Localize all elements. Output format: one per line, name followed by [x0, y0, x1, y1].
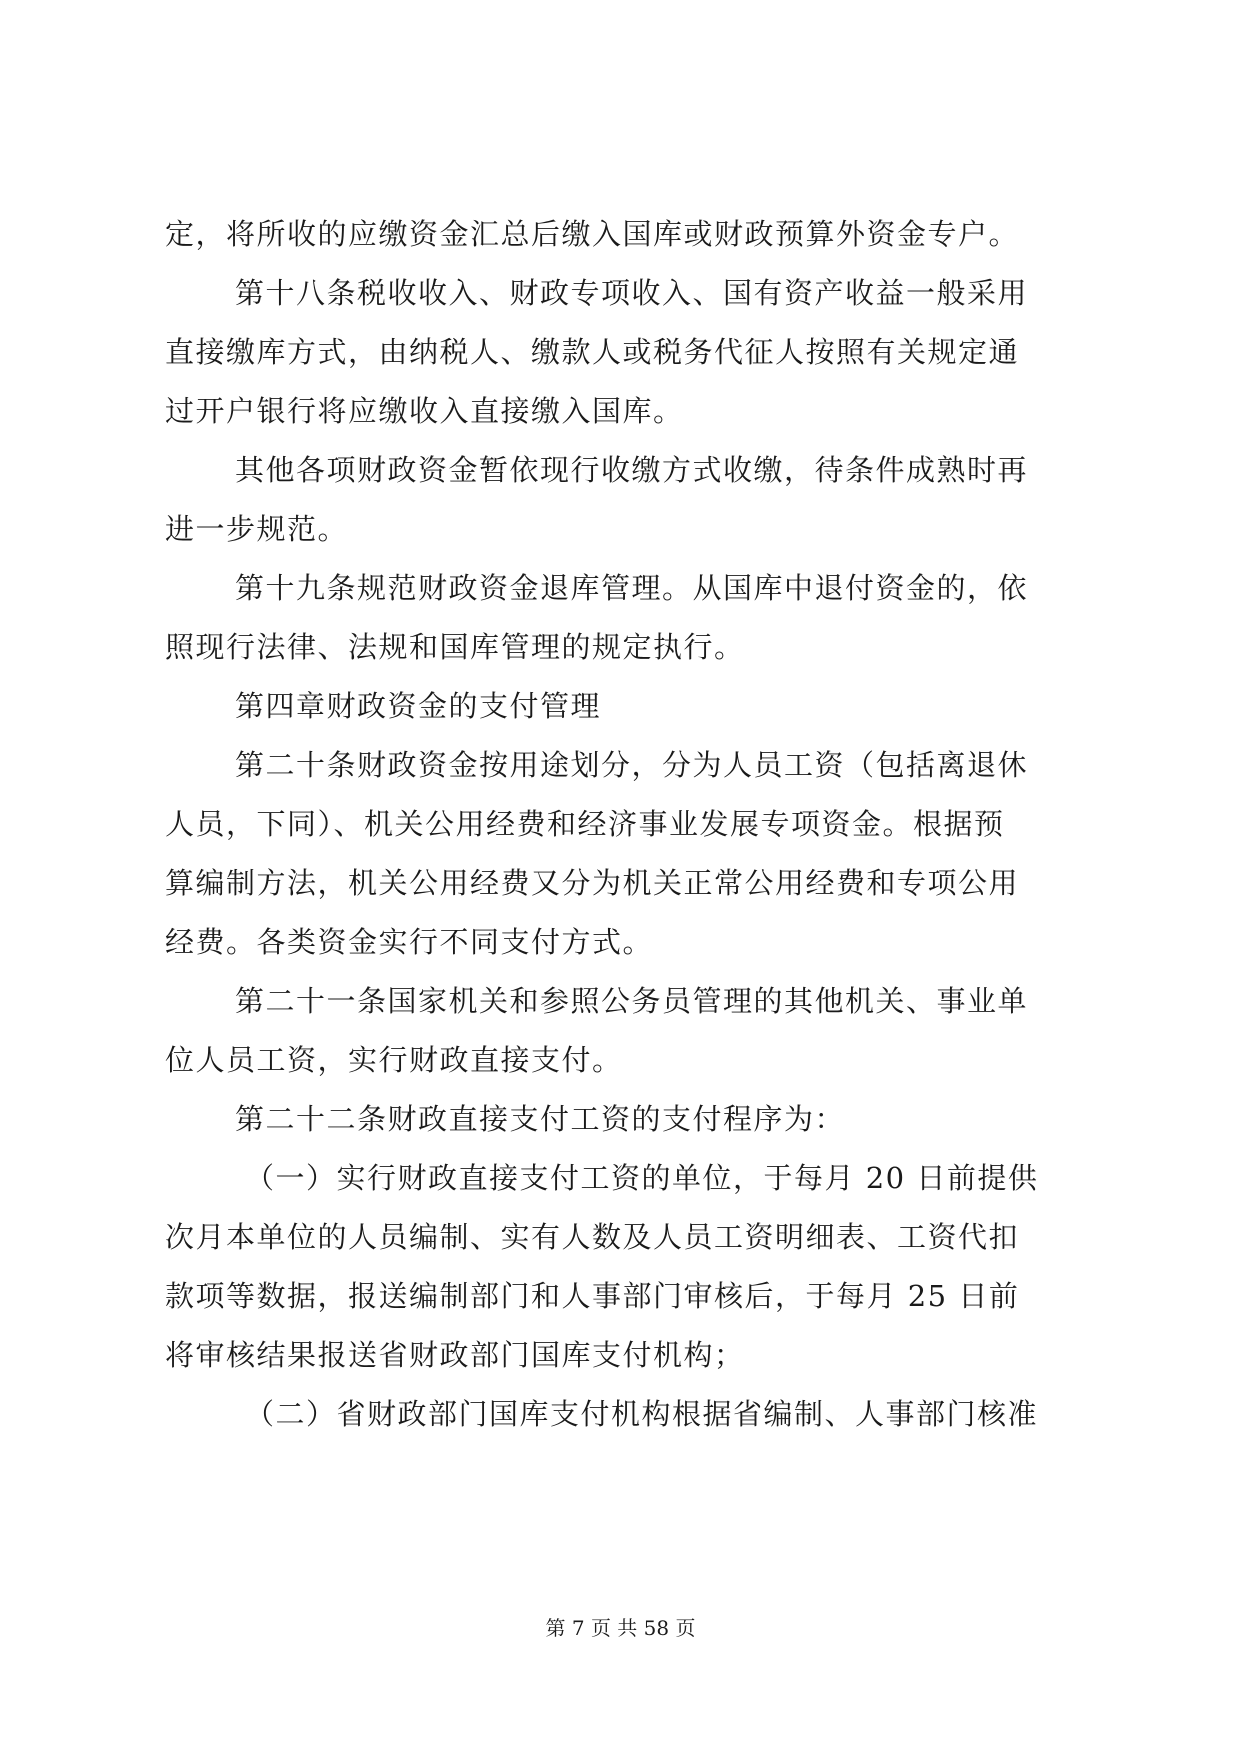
text-line: 第二十二条财政直接支付工资的支付程序为： — [235, 1102, 846, 1136]
text-line: 将审核结果报送省财政部门国库支付机构； — [165, 1338, 745, 1372]
text-line: 第二十条财政资金按用途划分，分为人员工资（包括离退休 — [235, 748, 1029, 782]
text-line: 位人员工资，实行财政直接支付。 — [165, 1043, 623, 1077]
text-line: 第十九条规范财政资金退库管理。从国库中退付资金的，依 — [235, 571, 1029, 605]
text-line: 直接缴库方式，由纳税人、缴款人或税务代征人按照有关规定通 — [165, 335, 1020, 369]
text-line: 次月本单位的人员编制、实有人数及人员工资明细表、工资代扣 — [165, 1220, 1020, 1254]
chapter-heading: 第四章财政资金的支付管理 — [235, 689, 602, 723]
page-number-footer: 第 7 页 共 58 页 — [545, 1616, 696, 1640]
text-line: 照现行法律、法规和国库管理的规定执行。 — [165, 630, 745, 664]
text-line: 人员，下同）、机关公用经费和经济事业发展专项资金。根据预 — [165, 807, 1005, 841]
text-line: 款项等数据，报送编制部门和人事部门审核后，于每月 25 日前 — [165, 1279, 1020, 1313]
text-line: 定，将所收的应缴资金汇总后缴入国库或财政预算外资金专户。 — [165, 217, 1020, 251]
text-line: 第十八条税收收入、财政专项收入、国有资产收益一般采用 — [235, 276, 1029, 310]
text-line: 经费。各类资金实行不同支付方式。 — [165, 925, 654, 959]
text-line: 进一步规范。 — [165, 512, 349, 546]
text-line: 算编制方法，机关公用经费又分为机关正常公用经费和专项公用 — [165, 866, 1020, 900]
text-line: 其他各项财政资金暂依现行收缴方式收缴，待条件成熟时再 — [235, 453, 1029, 487]
document-body — [165, 205, 1095, 1444]
text-line: （二）省财政部门国库支付机构根据省编制、人事部门核准 — [245, 1397, 1039, 1431]
text-line: 过开户银行将应缴收入直接缴入国库。 — [165, 394, 684, 428]
text-line: （一）实行财政直接支付工资的单位，于每月 20 日前提供 — [245, 1161, 1039, 1195]
text-line: 第二十一条国家机关和参照公务员管理的其他机关、事业单 — [235, 984, 1029, 1018]
